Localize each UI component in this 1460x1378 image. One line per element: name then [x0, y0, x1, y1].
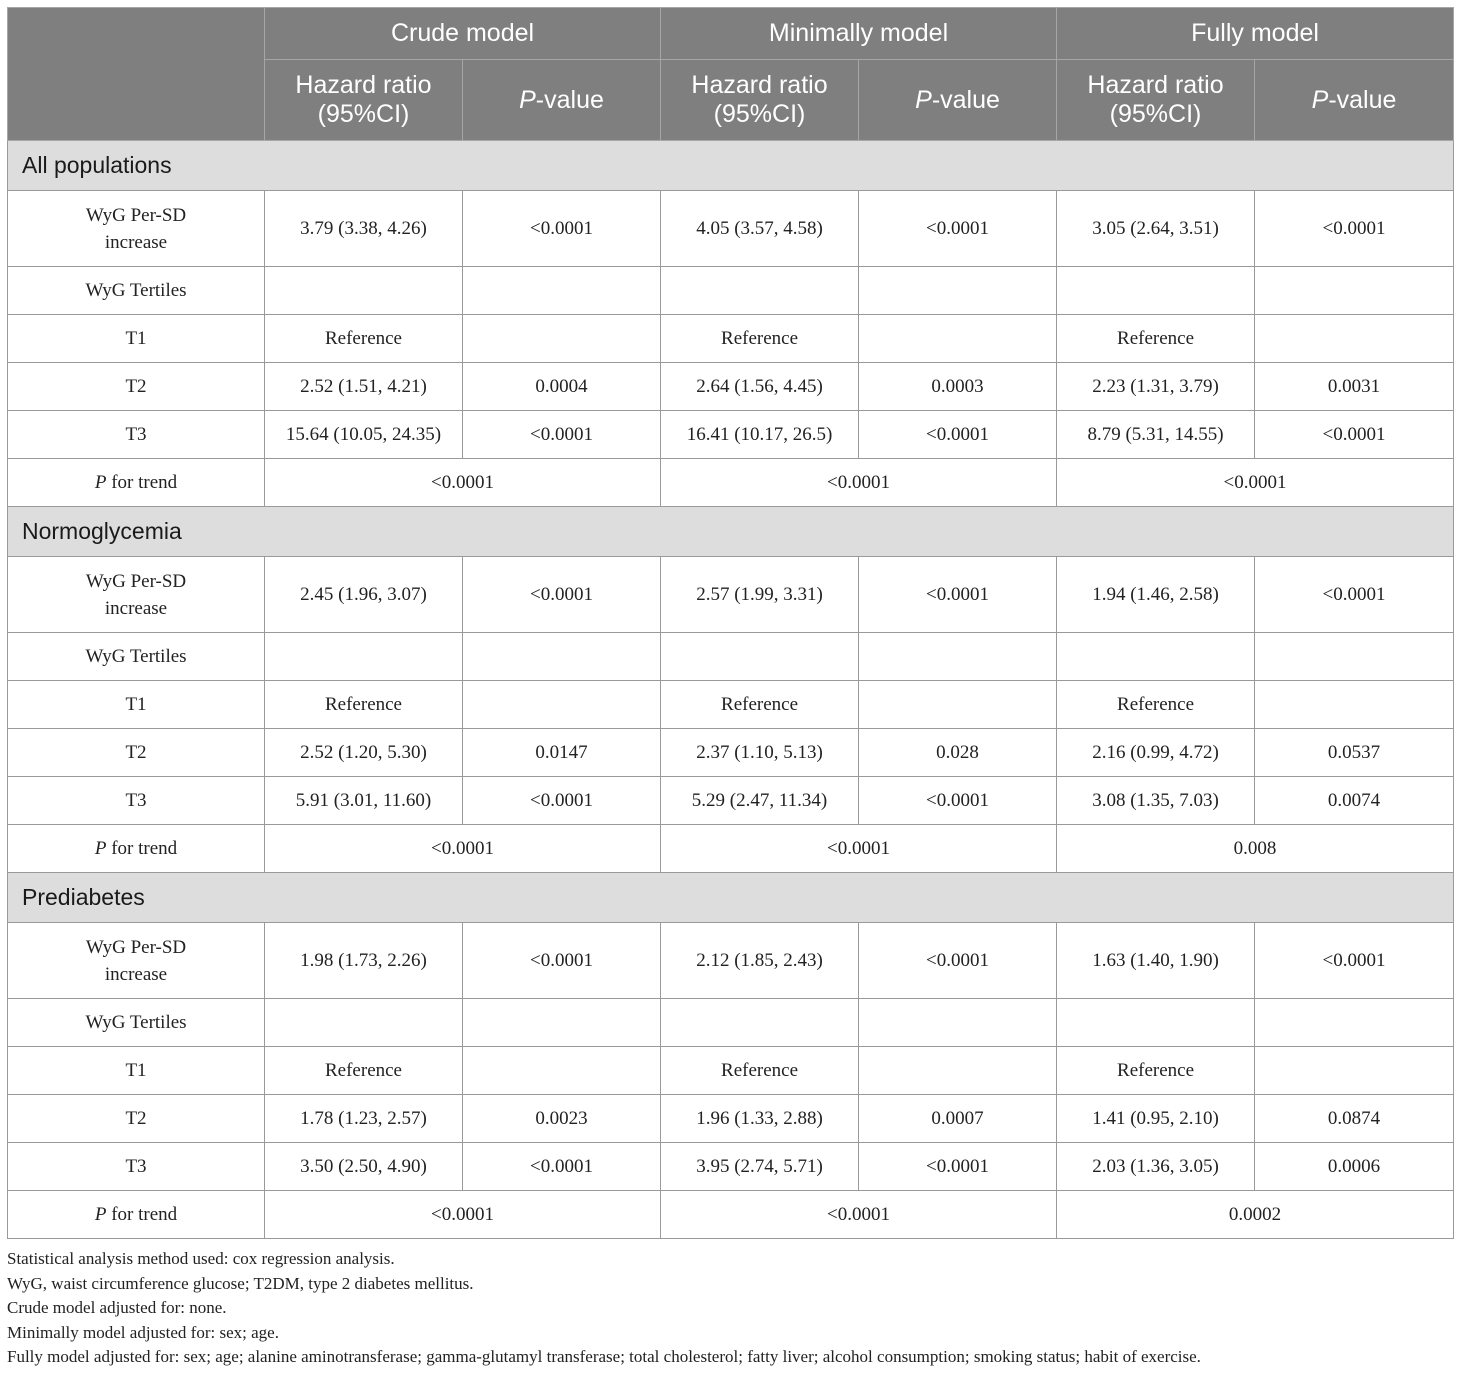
- row-label: WyG Tertiles: [8, 633, 265, 681]
- p-value-cell: 0.0004: [463, 363, 661, 411]
- p-value-cell: [859, 681, 1057, 729]
- hazard-ratio-cell: 5.29 (2.47, 11.34): [661, 777, 859, 825]
- hazard-ratio-cell: 3.08 (1.35, 7.03): [1057, 777, 1255, 825]
- p-value-cell: 0.0537: [1255, 729, 1454, 777]
- p-value-cell: 0.0147: [463, 729, 661, 777]
- hazard-ratio-cell: [1057, 267, 1255, 315]
- trend-value-crude: <0.0001: [265, 825, 661, 873]
- section-header-row: [8, 141, 1454, 191]
- row-label-line1: WyG Per-SD: [85, 204, 187, 226]
- hazard-ratio-cell: Reference: [265, 681, 463, 729]
- footnote-abbreviations: WyG, waist circumference glucose; T2DM, type 2 diabetes mellitus.: [7, 1273, 474, 1293]
- row-label: T3: [8, 411, 265, 459]
- hazard-ratio-cell: 3.50 (2.50, 4.90): [265, 1143, 463, 1191]
- table-row: [8, 363, 1454, 411]
- row-label: T2: [8, 729, 265, 777]
- hazard-ratio-cell: [661, 267, 859, 315]
- p-value-cell: <0.0001: [463, 923, 661, 999]
- trend-row: [8, 459, 1454, 507]
- table-body: [8, 141, 1454, 1239]
- row-label: T2: [8, 1095, 265, 1143]
- trend-label-text: for trend: [106, 1203, 178, 1225]
- table-row: [8, 315, 1454, 363]
- header-group-crude: Crude model: [265, 8, 661, 60]
- trend-row: [8, 825, 1454, 873]
- hazard-ratio-cell: Reference: [1057, 681, 1255, 729]
- table-row: [8, 411, 1454, 459]
- hazard-ratio-cell: 5.91 (3.01, 11.60): [265, 777, 463, 825]
- section-header-row: [8, 507, 1454, 557]
- trend-value-fully: <0.0001: [1057, 459, 1454, 507]
- row-label: [8, 191, 265, 267]
- trend-label-text: for trend: [106, 837, 178, 859]
- p-value-cell: [463, 999, 661, 1047]
- table-row: [8, 633, 1454, 681]
- header-hr-minimally: Hazard ratio (95%CI): [661, 60, 859, 141]
- hazard-ratio-cell: 1.94 (1.46, 2.58): [1057, 557, 1255, 633]
- header-p-crude: P-value: [463, 60, 661, 141]
- row-label: WyG Tertiles: [8, 267, 265, 315]
- row-label: [8, 923, 265, 999]
- row-label: T1: [8, 1047, 265, 1095]
- hazard-ratio-cell: Reference: [265, 315, 463, 363]
- p-value-cell: [859, 1047, 1057, 1095]
- footnote-full-adjustment: Fully model adjusted for: sex; age; alanine aminotransferase; gamma-glutamyl transferase; total cholesterol; fatty liver; alcohol consumption; smoking status; habit of exercise.: [7, 1347, 1201, 1366]
- hazard-ratio-cell: 3.05 (2.64, 3.51): [1057, 191, 1255, 267]
- hazard-ratio-cell: Reference: [661, 315, 859, 363]
- table-row: [8, 557, 1454, 633]
- p-value-cell: <0.0001: [463, 191, 661, 267]
- trend-label-p: P: [94, 837, 107, 859]
- hazard-ratio-cell: 8.79 (5.31, 14.55): [1057, 411, 1255, 459]
- p-value-cell: 0.0031: [1255, 363, 1454, 411]
- p-value-cell: <0.0001: [859, 777, 1057, 825]
- p-value-cell: 0.0074: [1255, 777, 1454, 825]
- table-row: [8, 923, 1454, 999]
- p-value-cell: 0.0007: [859, 1095, 1057, 1143]
- hazard-ratio-cell: Reference: [661, 1047, 859, 1095]
- p-value-cell: [1255, 681, 1454, 729]
- table-row: [8, 1143, 1454, 1191]
- footnote-crude-adjustment: Crude model adjusted for: none.: [7, 1298, 227, 1317]
- hazard-ratio-cell: [1057, 999, 1255, 1047]
- trend-value-crude: <0.0001: [265, 459, 661, 507]
- row-label: T1: [8, 315, 265, 363]
- trend-label: [8, 1191, 265, 1239]
- header-p-minimally: P-value: [859, 60, 1057, 141]
- hazard-ratio-table: [7, 7, 1454, 1239]
- p-value-cell: 0.0874: [1255, 1095, 1454, 1143]
- table-row: [8, 729, 1454, 777]
- p-value-cell: <0.0001: [859, 1143, 1057, 1191]
- trend-row: [8, 1191, 1454, 1239]
- hazard-ratio-cell: 2.37 (1.10, 5.13): [661, 729, 859, 777]
- p-value-cell: [1255, 633, 1454, 681]
- section-header-row: [8, 873, 1454, 923]
- trend-label-p: P: [94, 1203, 107, 1225]
- footnotes: [7, 1247, 1453, 1370]
- p-value-cell: <0.0001: [859, 411, 1057, 459]
- section-title: Prediabetes: [8, 873, 1454, 923]
- hazard-ratio-cell: 2.57 (1.99, 3.31): [661, 557, 859, 633]
- row-label: T3: [8, 1143, 265, 1191]
- p-value-cell: <0.0001: [859, 557, 1057, 633]
- p-value-cell: <0.0001: [463, 1143, 661, 1191]
- p-value-cell: [1255, 999, 1454, 1047]
- p-value-cell: <0.0001: [1255, 557, 1454, 633]
- trend-value-minimally: <0.0001: [661, 459, 1057, 507]
- p-value-cell: 0.0003: [859, 363, 1057, 411]
- hazard-ratio-cell: Reference: [661, 681, 859, 729]
- p-value-cell: [859, 999, 1057, 1047]
- p-value-cell: <0.0001: [859, 191, 1057, 267]
- hazard-ratio-cell: 2.52 (1.20, 5.30): [265, 729, 463, 777]
- header-p-fully: P-value: [1255, 60, 1454, 141]
- trend-value-crude: <0.0001: [265, 1191, 661, 1239]
- section-title: Normoglycemia: [8, 507, 1454, 557]
- p-value-cell: [463, 315, 661, 363]
- header-row-groups: [8, 8, 1454, 60]
- header-group-minimally: Minimally model: [661, 8, 1057, 60]
- hazard-ratio-cell: [661, 633, 859, 681]
- row-label-line1: WyG Per-SD: [85, 570, 187, 592]
- header-hr-fully: Hazard ratio (95%CI): [1057, 60, 1255, 141]
- header-hr-crude: Hazard ratio (95%CI): [265, 60, 463, 141]
- p-value-cell: [1255, 1047, 1454, 1095]
- p-value-cell: [463, 633, 661, 681]
- hazard-ratio-cell: 2.03 (1.36, 3.05): [1057, 1143, 1255, 1191]
- hazard-ratio-cell: [265, 267, 463, 315]
- table-row: [8, 191, 1454, 267]
- p-value-cell: [1255, 267, 1454, 315]
- trend-value-minimally: <0.0001: [661, 1191, 1057, 1239]
- row-label: [8, 557, 265, 633]
- header-empty-cell: [8, 8, 265, 141]
- p-value-cell: <0.0001: [859, 923, 1057, 999]
- p-value-cell: <0.0001: [1255, 923, 1454, 999]
- trend-value-minimally: <0.0001: [661, 825, 1057, 873]
- trend-value-fully: 0.008: [1057, 825, 1454, 873]
- table-row: [8, 777, 1454, 825]
- p-value-cell: [463, 1047, 661, 1095]
- trend-label-p: P: [94, 471, 107, 493]
- p-value-cell: [859, 633, 1057, 681]
- p-value-cell: 0.0023: [463, 1095, 661, 1143]
- hazard-ratio-cell: 2.64 (1.56, 4.45): [661, 363, 859, 411]
- hazard-ratio-cell: 16.41 (10.17, 26.5): [661, 411, 859, 459]
- hazard-ratio-cell: [661, 999, 859, 1047]
- hazard-ratio-cell: 4.05 (3.57, 4.58): [661, 191, 859, 267]
- hazard-ratio-cell: 2.16 (0.99, 4.72): [1057, 729, 1255, 777]
- table-row: [8, 999, 1454, 1047]
- section-title: All populations: [8, 141, 1454, 191]
- p-value-cell: [859, 315, 1057, 363]
- p-value-cell: <0.0001: [463, 411, 661, 459]
- hazard-ratio-cell: [265, 999, 463, 1047]
- footnote-method: Statistical analysis method used: cox regression analysis.: [7, 1249, 395, 1268]
- hazard-ratio-cell: 2.52 (1.51, 4.21): [265, 363, 463, 411]
- results-table-container: [7, 7, 1453, 1370]
- trend-label-text: for trend: [106, 471, 178, 493]
- table-row: [8, 267, 1454, 315]
- p-value-cell: 0.0006: [1255, 1143, 1454, 1191]
- hazard-ratio-cell: Reference: [1057, 315, 1255, 363]
- row-label: T1: [8, 681, 265, 729]
- p-value-cell: 0.028: [859, 729, 1057, 777]
- trend-label: [8, 459, 265, 507]
- p-value-cell: [859, 267, 1057, 315]
- hazard-ratio-cell: 1.41 (0.95, 2.10): [1057, 1095, 1255, 1143]
- trend-value-fully: 0.0002: [1057, 1191, 1454, 1239]
- table-row: [8, 1095, 1454, 1143]
- table-row: [8, 1047, 1454, 1095]
- p-value-cell: <0.0001: [1255, 191, 1454, 267]
- p-value-cell: <0.0001: [463, 557, 661, 633]
- hazard-ratio-cell: 1.78 (1.23, 2.57): [265, 1095, 463, 1143]
- hazard-ratio-cell: 1.96 (1.33, 2.88): [661, 1095, 859, 1143]
- p-value-cell: <0.0001: [463, 777, 661, 825]
- hazard-ratio-cell: 3.95 (2.74, 5.71): [661, 1143, 859, 1191]
- hazard-ratio-cell: 3.79 (3.38, 4.26): [265, 191, 463, 267]
- row-label: WyG Tertiles: [8, 999, 265, 1047]
- table-row: [8, 681, 1454, 729]
- hazard-ratio-cell: 2.23 (1.31, 3.79): [1057, 363, 1255, 411]
- hazard-ratio-cell: 2.12 (1.85, 2.43): [661, 923, 859, 999]
- trend-label: [8, 825, 265, 873]
- hazard-ratio-cell: 15.64 (10.05, 24.35): [265, 411, 463, 459]
- hazard-ratio-cell: Reference: [1057, 1047, 1255, 1095]
- hazard-ratio-cell: 2.45 (1.96, 3.07): [265, 557, 463, 633]
- p-value-cell: <0.0001: [1255, 411, 1454, 459]
- row-label: T2: [8, 363, 265, 411]
- hazard-ratio-cell: [1057, 633, 1255, 681]
- footnote-minimal-adjustment: Minimally model adjusted for: sex; age.: [7, 1322, 279, 1342]
- header-group-fully: Fully model: [1057, 8, 1454, 60]
- row-label-line1: WyG Per-SD: [85, 936, 187, 958]
- p-value-cell: [463, 681, 661, 729]
- hazard-ratio-cell: 1.98 (1.73, 2.26): [265, 923, 463, 999]
- row-label-line2: increase: [104, 597, 168, 619]
- p-value-cell: [1255, 315, 1454, 363]
- row-label-line2: increase: [104, 231, 168, 253]
- hazard-ratio-cell: [265, 633, 463, 681]
- hazard-ratio-cell: 1.63 (1.40, 1.90): [1057, 923, 1255, 999]
- hazard-ratio-cell: Reference: [265, 1047, 463, 1095]
- row-label: T3: [8, 777, 265, 825]
- row-label-line2: increase: [104, 963, 168, 985]
- p-value-cell: [463, 267, 661, 315]
